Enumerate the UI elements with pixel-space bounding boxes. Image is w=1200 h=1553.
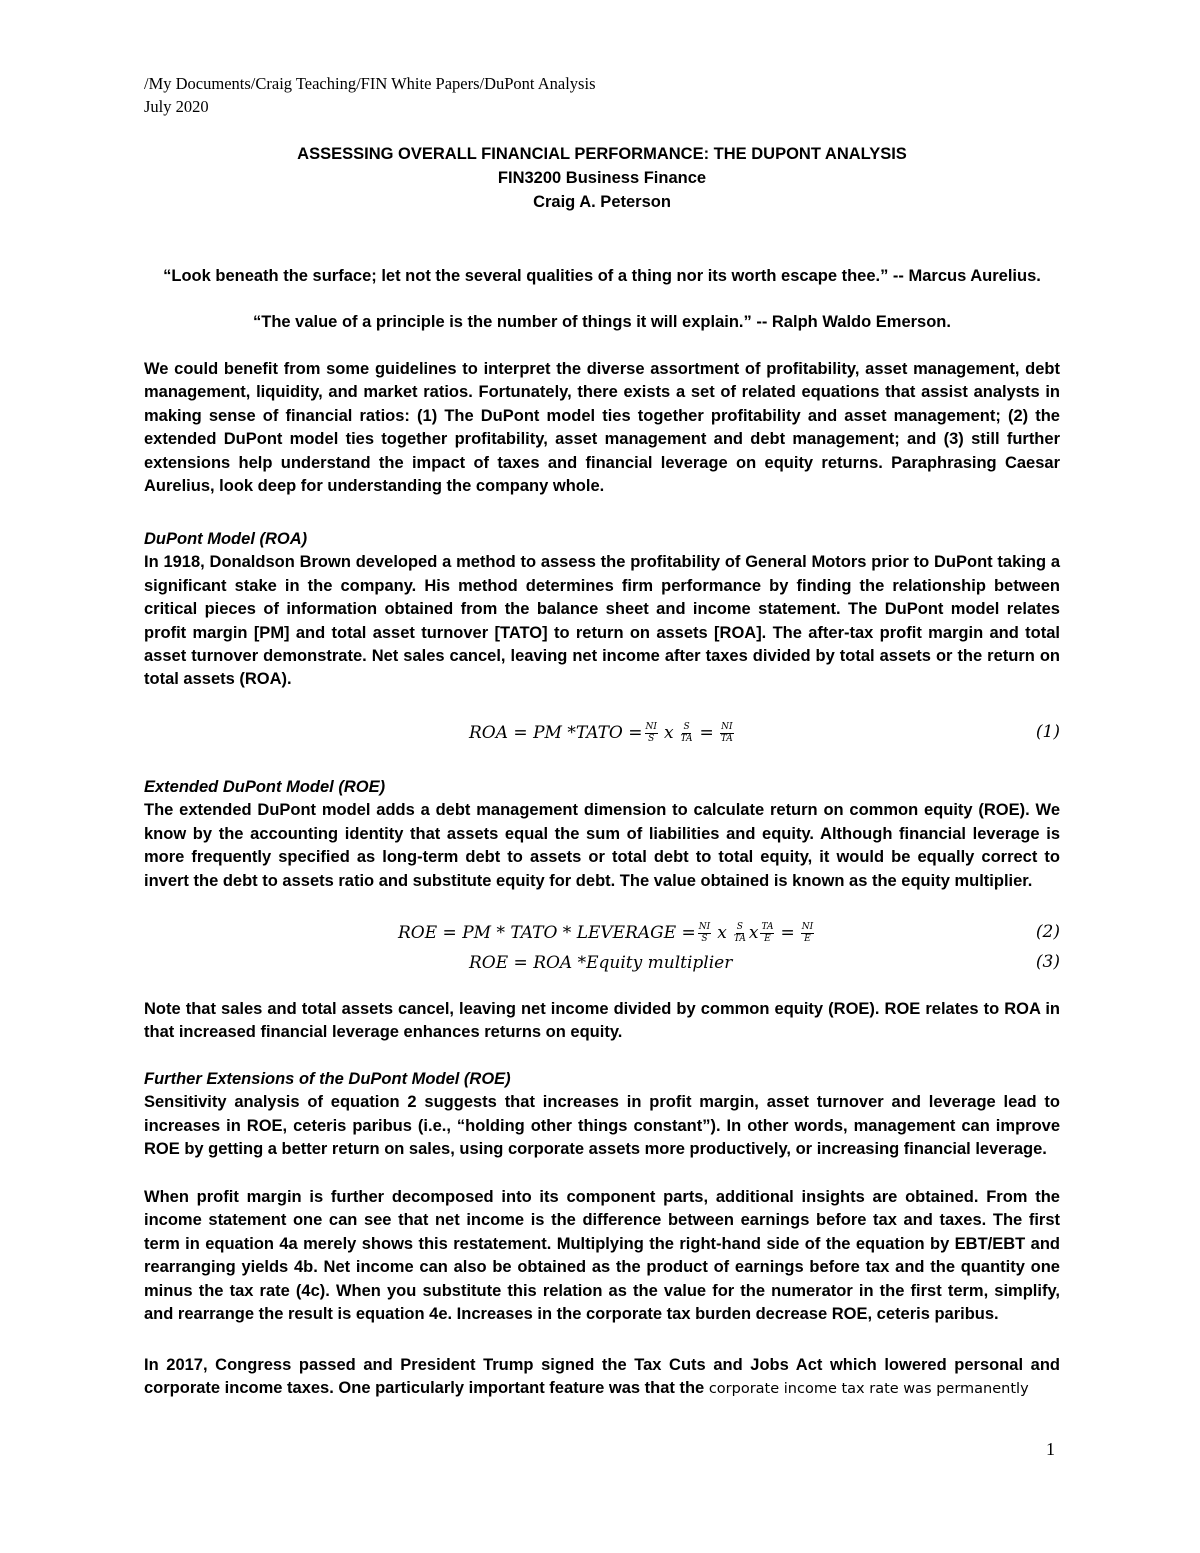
- equation-1-lhs: ROA = PM *TATO =: [469, 723, 643, 743]
- quote-aurelius: “Look beneath the surface; let not the several qualities of a thing nor its worth escape thee.” -- Marcus Aurelius.: [163, 267, 1041, 285]
- tax-act-text-continued: corporate income tax rate was permanently: [708, 1381, 1029, 1398]
- fraction-ni-s: $\frac{NI}{S}$: [645, 721, 657, 744]
- fraction-ta-e: $\frac{TA}{E}$: [761, 921, 774, 944]
- section-roa: [144, 528, 1060, 692]
- tax-act-paragraph: [144, 1354, 1060, 1402]
- intro-paragraph: We could benefit from some guidelines to interpret the diverse assortment of profitability, asset management, debt management, liquidity, and market ratios. Fortunately, there exists a set of related equations that assist analysts in making sense of financial ratios: (1) The DuPont model ties together profitability and asset management; (2) the extended DuPont model ties together profitability, asset management and debt management; and (3) still further extensions help understand the impact of taxes and financial leverage on equity returns. Paraphrasing Caesar Aurelius, look deep for understanding the company whole.: [144, 360, 1060, 496]
- fraction-s-ta: $\frac{S}{TA}$: [733, 921, 746, 944]
- fraction-s-ta: $\frac{S}{TA}$: [680, 721, 693, 744]
- course-name: FIN3200 Business Finance: [497, 169, 707, 187]
- equation-2: [144, 917, 1060, 949]
- fraction-ni-e: $\frac{NI}{E}$: [801, 921, 814, 944]
- section-heading-roa: DuPont Model (ROA): [144, 530, 308, 548]
- equation-1: [144, 717, 1060, 749]
- section-body-further: Sensitivity analysis of equation 2 suggests that increases in profit margin, asset turnover and leverage lead to increases in ROE, ceteris paribus (i.e., “holding other things constant”). In other words, management can improve ROE by getting a better return on sales, using corporate assets more productively, or increasing financial leverage.: [144, 1093, 1060, 1159]
- times-operator: x: [748, 923, 759, 943]
- profit-margin-paragraph: When profit margin is further decomposed into its component parts, additional insights are obtained. From the income statement one can see that net income is the difference between earnings before tax and taxes. The first term in equation 4a merely shows this restatement. Multiplying the right-hand side of the equation by EBT/EBT and rearranging yields 4b. Net income can also be obtained as the product of earnings before tax and the quantity one minus the tax rate (4c). When you substitute this relation as the value for the numerator in the first term, simplify, and rearrange the result is equation 4e. Increases in the corporate tax burden decrease ROE, ceteris paribus.: [144, 1188, 1060, 1324]
- roe-note-paragraph: Note that sales and total assets cancel, leaving net income divided by common equity (ROE). ROE relates to ROA in that increased financial leverage enhances returns on equity.: [144, 1000, 1060, 1042]
- equation-2-number: (2): [1035, 922, 1060, 942]
- section-heading-further: Further Extensions of the DuPont Model (ROE): [144, 1070, 511, 1088]
- header-date: July 2020: [144, 97, 209, 116]
- document-title: ASSESSING OVERALL FINANCIAL PERFORMANCE: THE DUPONT ANALYSIS: [297, 145, 907, 163]
- equation-3: [144, 947, 1060, 979]
- quote-emerson: “The value of a principle is the number of things it will explain.” -- Ralph Waldo Emerson.: [253, 313, 951, 331]
- file-path: /My Documents/Craig Teaching/FIN White Papers/DuPont Analysis: [144, 74, 596, 93]
- tax-act-text: In 2017, Congress passed and President Trump signed the Tax Cuts and Jobs Act which lowered personal and corporate income taxes. One particularly important feature was that the: [144, 1356, 1060, 1398]
- fraction-ni-ta: $\frac{NI}{TA}$: [720, 721, 733, 744]
- equation-3-number: (3): [1035, 952, 1060, 972]
- author-name: Craig A. Peterson: [533, 193, 671, 211]
- section-body-roe: The extended DuPont model adds a debt management dimension to calculate return on common equity (ROE). We know by the accounting identity that assets equal the sum of liabilities and equity. Although financial leverage is more frequently specified as long-term debt to assets or total debt to total equity, it would be equally correct to invert the debt to assets ratio and substitute equity for debt. The value obtained is known as the equity multiplier.: [144, 801, 1060, 890]
- equation-3-expression: ROE = ROA *Equity multiplier: [469, 953, 733, 973]
- equals-operator: =: [699, 723, 714, 743]
- page-header: [144, 72, 596, 118]
- section-body-roa: In 1918, Donaldson Brown developed a method to assess the profitability of General Motors prior to DuPont taking a significant stake in the company. His method determines firm performance by finding the relationship between critical pieces of information obtained from the balance sheet and income statement. The DuPont model relates profit margin [PM] and total asset turnover [TATO] to return on assets [ROA]. The after-tax profit margin and total asset turnover demonstrate. Net sales cancel, leaving net income after taxes divided by total assets or the return on total assets (ROA).: [144, 553, 1060, 689]
- section-further: [144, 1068, 1060, 1162]
- equation-1-number: (1): [1035, 722, 1060, 742]
- equation-2-expression: [398, 917, 816, 949]
- title-block: [144, 142, 1060, 214]
- equals-operator: =: [780, 923, 795, 943]
- equation-1-expression: [469, 717, 736, 749]
- section-heading-roe: Extended DuPont Model (ROE): [144, 778, 386, 796]
- equation-2-lhs: ROE = PM * TATO * LEVERAGE =: [398, 923, 696, 943]
- page-number: 1: [1046, 1439, 1055, 1459]
- fraction-ni-s: $\frac{NI}{S}$: [698, 921, 711, 944]
- times-operator: x: [717, 923, 727, 943]
- section-roe: [144, 776, 1060, 893]
- times-operator: x: [663, 723, 674, 743]
